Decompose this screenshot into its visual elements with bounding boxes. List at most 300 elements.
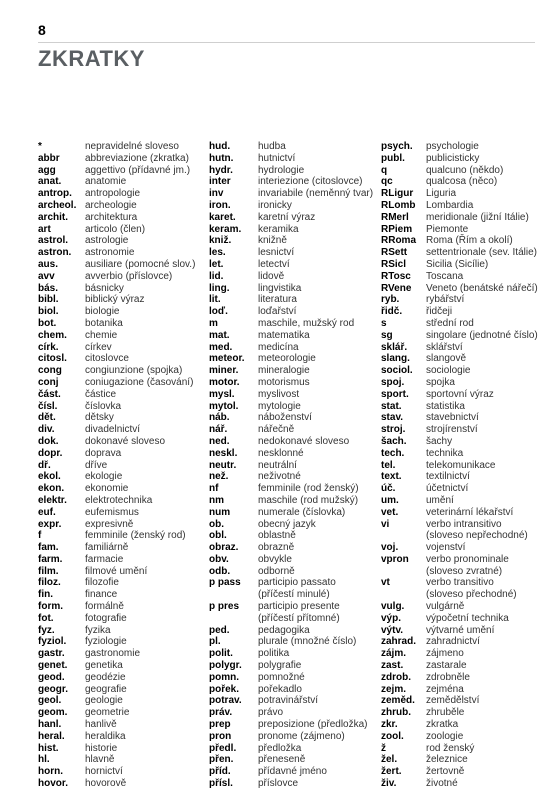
abbreviation-entry [38, 707, 203, 719]
abbreviation-meaning: životné [426, 778, 458, 790]
abbreviation-entry [209, 306, 374, 318]
abbreviation-meaning: chemie [85, 329, 118, 341]
abbreviation-meaning: výpočetní technika [426, 612, 509, 624]
abbreviation-entry [209, 542, 374, 554]
abbreviation-entry [209, 660, 374, 672]
abbreviation-meaning: vojenství [426, 542, 466, 554]
abbreviations-column-2 [209, 141, 374, 790]
abbreviation-entry [38, 342, 203, 354]
abbreviation-meaning: ironicky [258, 199, 292, 211]
abbreviation-meaning: hydrologie [258, 164, 305, 176]
abbreviation-term: hutn. [209, 152, 234, 164]
abbreviation-term: předl. [209, 742, 237, 754]
abbreviation-meaning: zemědělství [426, 695, 480, 707]
abbreviation-entry [38, 507, 203, 519]
abbreviation-meaning: pomnožné [258, 671, 305, 683]
abbreviation-term: archit. [38, 211, 69, 223]
abbreviation-term: přen. [209, 754, 234, 766]
abbreviation-meaning: congiunzione (spojka) [85, 365, 183, 377]
abbreviation-meaning: ekonomie [85, 483, 129, 495]
page-number: 8 [38, 22, 46, 38]
abbreviation-entry [38, 672, 203, 684]
abbreviation-entry [38, 625, 203, 637]
abbreviation-entry [381, 259, 541, 271]
abbreviation-term: přísl. [209, 778, 233, 790]
abbreviation-meaning: hanlivě [85, 719, 117, 731]
abbreviation-term: polygr. [209, 660, 242, 672]
abbreviation-term: abbr [38, 152, 60, 164]
abbreviation-entry [209, 648, 374, 660]
abbreviation-entry [381, 377, 541, 389]
abbreviation-term: živ. [381, 778, 397, 790]
abbreviation-entry [38, 200, 203, 212]
abbreviation-term: pron [209, 730, 232, 742]
abbreviation-meaning: výtvarné umění [426, 624, 495, 636]
abbreviation-entry [381, 165, 541, 177]
abbreviation-term: * [38, 141, 42, 152]
abbreviation-term: mytol. [209, 400, 239, 412]
abbreviation-entry [381, 318, 541, 330]
abbreviation-meaning: meridionale (jižní Itálie) [426, 211, 529, 223]
abbreviation-meaning: nepravidelné sloveso [85, 141, 179, 152]
abbreviation-meaning: pořekadlo [258, 683, 302, 695]
abbreviation-term: miner. [209, 365, 239, 377]
abbreviation-term: chem. [38, 329, 67, 341]
abbreviation-entry [38, 176, 203, 188]
abbreviation-meaning: zejména [426, 683, 464, 695]
abbreviation-entry [209, 342, 374, 354]
abbreviation-entry [381, 401, 541, 413]
abbreviation-term: zájm. [381, 648, 407, 660]
abbreviation-meaning: řidčeji [426, 306, 453, 318]
abbreviation-term: med. [209, 341, 233, 353]
abbreviation-entry [381, 389, 541, 401]
abbreviation-term: vi [381, 518, 390, 530]
abbreviation-meaning: zkratka [426, 719, 459, 731]
abbreviation-entry [38, 731, 203, 743]
abbreviation-meaning: verbo intransitivo (sloveso nepřechodné) [426, 518, 528, 542]
abbreviation-term: elektr. [38, 494, 67, 506]
abbreviation-term: biol. [38, 306, 59, 318]
abbreviation-term: polit. [209, 648, 233, 660]
abbreviation-term: hydr. [209, 164, 233, 176]
abbreviation-term: vulg. [381, 601, 405, 613]
abbreviation-meaning: biologie [85, 306, 120, 318]
abbreviation-meaning: formálně [85, 601, 124, 613]
abbreviation-term: dok. [38, 435, 59, 447]
abbreviation-term: pl. [209, 636, 221, 648]
abbreviation-term: pomn. [209, 671, 239, 683]
abbreviation-entry [38, 519, 203, 531]
abbreviation-meaning: genetika [85, 660, 123, 672]
abbreviation-entry [209, 695, 374, 707]
abbreviation-entry [38, 636, 203, 648]
abbreviation-meaning: filozofie [85, 577, 119, 589]
abbreviation-entry [381, 707, 541, 719]
abbreviation-meaning: Lombardia [426, 199, 474, 211]
abbreviation-entry [209, 448, 374, 460]
abbreviation-term: archeol. [38, 199, 77, 211]
abbreviation-term: fyz. [38, 624, 55, 636]
abbreviation-term: obl. [209, 530, 227, 542]
abbreviation-term: stav. [381, 412, 404, 424]
abbreviation-entry [381, 743, 541, 755]
abbreviation-meaning: právo [258, 707, 284, 719]
abbreviation-term: hud. [209, 141, 231, 152]
abbreviation-meaning: loďařství [258, 306, 297, 318]
abbreviation-term: geogr. [38, 683, 69, 695]
abbreviation-term: sport. [381, 388, 409, 400]
abbreviation-entry [209, 224, 374, 236]
abbreviation-term: neskl. [209, 447, 238, 459]
abbreviation-meaning: obvykle [258, 553, 292, 565]
abbreviation-term: potrav. [209, 695, 242, 707]
abbreviation-meaning: abbreviazione (zkratka) [85, 152, 189, 164]
abbreviation-meaning: biblický výraz [85, 294, 145, 306]
abbreviation-entry [38, 424, 203, 436]
abbreviation-entry [381, 365, 541, 377]
abbreviation-entry [209, 200, 374, 212]
abbreviation-meaning: básnicky [85, 282, 124, 294]
abbreviation-entry [209, 141, 374, 153]
abbreviation-entry [209, 530, 374, 542]
abbreviation-term: geom. [38, 707, 68, 719]
abbreviation-entry [381, 684, 541, 696]
abbreviation-term: expr. [38, 518, 62, 530]
abbreviation-meaning: spojka [426, 376, 455, 388]
abbreviation-meaning: psychologie [426, 141, 479, 152]
abbreviation-term: RLomb [381, 199, 416, 211]
abbreviation-entry [38, 577, 203, 589]
abbreviation-term: ling. [209, 282, 230, 294]
abbreviation-term: hovor. [38, 778, 69, 790]
abbreviation-meaning: zoologie [426, 730, 464, 742]
abbreviation-term: než. [209, 471, 229, 483]
abbreviation-meaning: neživotné [258, 471, 301, 483]
abbreviation-term: astron. [38, 247, 72, 259]
abbreviation-entry [381, 271, 541, 283]
abbreviation-meaning: coniugazione (časování) [85, 376, 194, 388]
abbreviation-term: bás. [38, 282, 59, 294]
abbreviation-term: výp. [381, 612, 402, 624]
abbreviation-meaning: citoslovce [85, 353, 129, 365]
abbreviations-column-1 [38, 141, 203, 790]
abbreviation-meaning: železnice [426, 754, 468, 766]
abbreviation-entry [381, 176, 541, 188]
abbreviation-meaning: numerale (číslovka) [258, 506, 346, 518]
abbreviation-meaning: verbo transitivo (sloveso přechodné) [426, 577, 517, 601]
abbreviation-meaning: qualcuno (někdo) [426, 164, 504, 176]
abbreviation-term: dopr. [38, 447, 63, 459]
abbreviation-meaning: singolare (jednotné číslo) [426, 329, 538, 341]
abbreviation-entry [209, 672, 374, 684]
abbreviation-meaning: lidově [258, 270, 285, 282]
abbreviation-entry [381, 342, 541, 354]
abbreviation-term: p pass [209, 577, 241, 589]
abbreviation-term: meteor. [209, 353, 245, 365]
abbreviation-meaning: dětsky [85, 412, 114, 424]
abbreviation-meaning: medicína [258, 341, 299, 353]
abbreviation-entry [209, 778, 374, 790]
abbreviation-entry [381, 235, 541, 247]
abbreviation-meaning: potravinářství [258, 695, 319, 707]
abbreviation-entry [381, 188, 541, 200]
abbreviation-meaning: matematika [258, 329, 310, 341]
abbreviation-term: výtv. [381, 624, 404, 636]
abbreviation-entry [381, 754, 541, 766]
abbreviation-meaning: historie [85, 742, 118, 754]
abbreviation-entry [381, 613, 541, 625]
abbreviation-meaning: archeologie [85, 199, 137, 211]
abbreviation-meaning: karetní výraz [258, 211, 316, 223]
abbreviation-entry [38, 271, 203, 283]
abbreviation-entry [38, 188, 203, 200]
abbreviation-term: inv [209, 188, 224, 200]
abbreviation-entry [381, 660, 541, 672]
abbreviation-term: sklář. [381, 341, 408, 353]
abbreviation-term: ryb. [381, 294, 400, 306]
abbreviation-meaning: plurale (množné číslo) [258, 636, 357, 648]
abbreviation-entry [381, 412, 541, 424]
abbreviation-term: ekon. [38, 483, 65, 495]
abbreviation-meaning: technika [426, 447, 464, 459]
abbreviation-entry [209, 424, 374, 436]
abbreviation-term: žel. [381, 754, 398, 766]
abbreviation-meaning: expresivně [85, 518, 134, 530]
abbreviation-meaning: fotografie [85, 612, 127, 624]
abbreviation-entry [381, 353, 541, 365]
abbreviation-meaning: publicisticky [426, 152, 480, 164]
abbreviation-term: art [38, 223, 51, 235]
abbreviation-entry [38, 318, 203, 330]
abbreviation-term: slang. [381, 353, 410, 365]
abbreviation-term: fam. [38, 542, 59, 554]
abbreviation-term: RRoma [381, 235, 417, 247]
abbreviation-meaning: veterinární lékařství [426, 506, 514, 518]
abbreviation-entry [209, 377, 374, 389]
abbreviation-term: prep [209, 719, 231, 731]
abbreviation-meaning: femminile (rod ženský) [258, 483, 359, 495]
abbreviation-entry [381, 625, 541, 637]
abbreviation-entry [38, 212, 203, 224]
abbreviation-entry [381, 695, 541, 707]
abbreviation-entry [38, 554, 203, 566]
abbreviation-term: odb. [209, 565, 231, 577]
abbreviation-meaning: hornictví [85, 766, 123, 778]
abbreviation-entry [209, 577, 374, 601]
abbreviation-meaning: pronome (zájmeno) [258, 730, 345, 742]
abbreviation-entry [209, 283, 374, 295]
abbreviation-term: RTosc [381, 270, 411, 282]
abbreviation-entry [381, 601, 541, 613]
abbreviations-column-3 [381, 141, 541, 790]
abbreviation-term: lit. [209, 294, 221, 306]
abbreviation-meaning: gastronomie [85, 648, 141, 660]
abbreviation-term: form. [38, 601, 63, 613]
abbreviation-term: hist. [38, 742, 59, 754]
abbreviation-entry [38, 401, 203, 413]
abbreviation-term: šach. [381, 435, 407, 447]
abbreviation-entry [209, 294, 374, 306]
abbreviation-meaning: maschile (rod mužský) [258, 494, 359, 506]
abbreviation-meaning: oblastně [258, 530, 296, 542]
abbreviation-entry [38, 353, 203, 365]
abbreviation-term: RSett [381, 247, 408, 259]
abbreviation-entry [38, 601, 203, 613]
abbreviation-term: obv. [209, 553, 229, 565]
abbreviation-term: hanl. [38, 719, 62, 731]
abbreviation-meaning: articolo (člen) [85, 223, 146, 235]
abbreviation-entry [381, 636, 541, 648]
abbreviation-meaning: finance [85, 589, 118, 601]
abbreviation-meaning: stavebnictví [426, 412, 479, 424]
abbreviation-meaning: číslovka [85, 400, 122, 412]
abbreviation-meaning: filmové umění [85, 565, 148, 577]
abbreviation-term: zdrob. [381, 671, 411, 683]
abbreviation-term: řidč. [381, 306, 403, 318]
abbreviation-term: text. [381, 471, 402, 483]
abbreviation-entry [381, 672, 541, 684]
abbreviation-term: q [381, 164, 388, 176]
abbreviation-meaning: odborně [258, 565, 295, 577]
abbreviation-entry [209, 165, 374, 177]
abbreviation-entry [38, 436, 203, 448]
abbreviation-term: zkr. [381, 719, 398, 731]
abbreviation-meaning: neutrální [258, 459, 297, 471]
abbreviation-term: farm. [38, 553, 63, 565]
abbreviation-entry [381, 460, 541, 472]
abbreviation-meaning: preposizione (předložka) [258, 719, 368, 731]
abbreviation-term: gastr. [38, 648, 65, 660]
abbreviation-meaning: invariabile (neměnný tvar) [258, 188, 374, 200]
header-divider [38, 42, 535, 43]
abbreviation-entry [209, 389, 374, 401]
abbreviation-meaning: mineralogie [258, 365, 310, 377]
abbreviation-meaning: pedagogika [258, 624, 310, 636]
abbreviation-entry [381, 483, 541, 495]
abbreviation-meaning: žertovně [426, 766, 465, 778]
abbreviation-entry [209, 212, 374, 224]
abbreviation-term: círk. [38, 341, 59, 353]
abbreviation-meaning: sklářství [426, 341, 463, 353]
abbreviation-meaning: hlavně [85, 754, 115, 766]
abbreviation-entry [209, 412, 374, 424]
abbreviation-entry [209, 318, 374, 330]
abbreviation-term: dět. [38, 412, 56, 424]
abbreviation-meaning: astronomie [85, 247, 135, 259]
abbreviation-meaning: vulgárně [426, 601, 465, 613]
abbreviation-entry [38, 778, 203, 790]
abbreviation-meaning: slangově [426, 353, 467, 365]
abbreviation-term: čísl. [38, 400, 58, 412]
abbreviation-entry [381, 542, 541, 554]
abbreviation-entry [381, 766, 541, 778]
abbreviation-entry [38, 235, 203, 247]
abbreviation-meaning: geometrie [85, 707, 130, 719]
abbreviation-term: voj. [381, 542, 399, 554]
abbreviation-entry [38, 719, 203, 731]
abbreviation-meaning: předložka [258, 742, 302, 754]
abbreviation-meaning: settentrionale (sev. Itálie) [426, 247, 537, 259]
abbreviation-entry [209, 766, 374, 778]
abbreviation-entry [209, 731, 374, 743]
abbreviation-meaning: hovorově [85, 778, 127, 790]
abbreviation-entry [209, 636, 374, 648]
abbreviation-meaning: keramika [258, 223, 299, 235]
abbreviation-meaning: verbo pronominale (sloveso zvratné) [426, 553, 509, 577]
abbreviation-meaning: zájmeno [426, 648, 464, 660]
abbreviation-entry [38, 389, 203, 401]
abbreviation-entry [38, 766, 203, 778]
abbreviation-term: num [209, 506, 231, 518]
abbreviation-entry [38, 495, 203, 507]
abbreviation-meaning: divadelnictví [85, 424, 141, 436]
abbreviation-meaning: motorismus [258, 376, 310, 388]
abbreviation-meaning: meteorologie [258, 353, 316, 365]
abbreviation-entry [381, 577, 541, 601]
abbreviation-entry [38, 283, 203, 295]
abbreviation-meaning: knižně [258, 235, 287, 247]
abbreviation-entry [209, 743, 374, 755]
abbreviation-term: bot. [38, 317, 57, 329]
abbreviation-entry [38, 460, 203, 472]
abbreviation-entry [38, 613, 203, 625]
abbreviation-entry [38, 483, 203, 495]
abbreviation-meaning: šachy [426, 435, 453, 447]
abbreviation-entry [381, 330, 541, 342]
abbreviation-entry [209, 601, 374, 625]
abbreviation-meaning: střední rod [426, 317, 474, 329]
abbreviation-meaning: církev [85, 341, 112, 353]
abbreviation-term: ž [381, 742, 386, 754]
abbreviation-meaning: fyzika [85, 624, 111, 636]
abbreviation-entry [209, 495, 374, 507]
abbreviation-term: horn. [38, 766, 63, 778]
abbreviation-meaning: rybářství [426, 294, 465, 306]
abbreviation-term: karet. [209, 211, 236, 223]
abbreviation-term: film. [38, 565, 59, 577]
abbreviation-entry [209, 519, 374, 531]
abbreviation-term: nář. [209, 424, 228, 436]
abbreviation-entry [209, 566, 374, 578]
abbreviation-meaning: přeneseně [258, 754, 306, 766]
abbreviation-entry [38, 412, 203, 424]
abbreviation-meaning: aggettivo (přídavné jm.) [85, 164, 191, 176]
abbreviation-entry [38, 542, 203, 554]
abbreviation-meaning: příslovce [258, 778, 299, 790]
abbreviation-entry [381, 519, 541, 543]
abbreviation-term: práv. [209, 707, 233, 719]
abbreviation-meaning: fyziologie [85, 636, 127, 648]
abbreviation-meaning: umění [426, 494, 454, 506]
abbreviation-entry [209, 188, 374, 200]
abbreviation-entry [381, 731, 541, 743]
abbreviation-entry [209, 401, 374, 413]
abbreviation-entry [38, 648, 203, 660]
abbreviation-meaning: statistika [426, 400, 465, 412]
abbreviation-entry [38, 377, 203, 389]
abbreviation-meaning: Toscana [426, 270, 464, 282]
abbreviation-meaning: politika [258, 648, 290, 660]
abbreviation-meaning: farmacie [85, 553, 124, 565]
abbreviation-entry [209, 684, 374, 696]
abbreviation-entry [38, 259, 203, 271]
abbreviation-term: inter [209, 176, 231, 188]
abbreviation-entry [209, 625, 374, 637]
abbreviation-term: sociol. [381, 365, 413, 377]
abbreviation-meaning: astrologie [85, 235, 129, 247]
abbreviation-entry [209, 507, 374, 519]
